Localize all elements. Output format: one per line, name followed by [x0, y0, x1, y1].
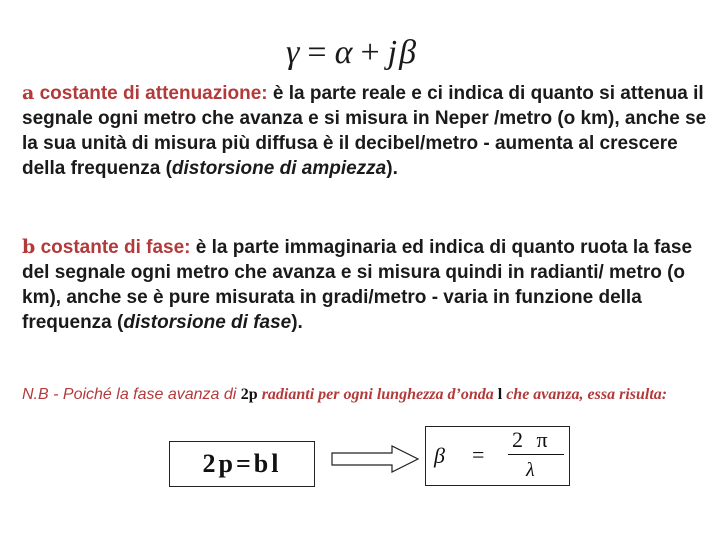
- note-paragraph: [22, 384, 712, 405]
- phase-title: costante di fase:: [40, 237, 191, 258]
- fraction-bar: [508, 454, 564, 455]
- note-lead: N.B - Poiché la fase avanza di: [22, 386, 241, 403]
- attenuation-paragraph: [22, 81, 712, 181]
- note-tail: che avanza, essa risulta:: [502, 386, 668, 403]
- phase-relation-text: 2p=bl: [202, 449, 282, 478]
- formula-gamma: γ: [286, 34, 302, 71]
- beta-formula-box: [425, 426, 570, 486]
- formula-plus: +: [360, 34, 382, 71]
- phase-body-b: ).: [291, 312, 303, 333]
- note-mid: radianti per ogni lunghezza d’onda: [257, 386, 498, 403]
- beta-symbol: β: [434, 443, 445, 468]
- phase-relation-box: [169, 441, 315, 487]
- phase-paragraph: [22, 235, 712, 335]
- note-two-p: 2p: [240, 386, 258, 403]
- phase-emphasis: distorsione di fase: [123, 312, 292, 333]
- beta-denominator: λ: [526, 459, 535, 481]
- beta-numerator: 2 π: [512, 427, 552, 452]
- attenuation-body-a: è la parte reale e ci indica di quanto si attenua il segnale ogni metro che avanza e si misura in Neper /metro (o km), anche se la sua unità di misura più diffusa è il decibel/metro - aumenta al crescere della frequenza (: [22, 83, 707, 179]
- attenuation-symbol: a: [22, 82, 35, 104]
- formula-equals: =: [307, 34, 329, 71]
- note-l: l: [497, 386, 503, 403]
- formula-j-beta: jβ: [387, 34, 419, 71]
- phase-body-a: è la parte immaginaria ed indica di quanto ruota la fase del segnale ogni metro che avanza e si misura quindi in radianti/ metro (o km), anche se è pure misurata in gradi/metro - varia in funzione della frequenza (: [22, 237, 693, 333]
- attenuation-title: costante di attenuazione:: [39, 83, 268, 104]
- beta-equals: =: [472, 442, 485, 467]
- phase-symbol: b: [22, 236, 36, 258]
- attenuation-body-b: ).: [386, 158, 398, 179]
- formula-alpha: α: [334, 34, 355, 71]
- attenuation-emphasis: distorsione di ampiezza: [171, 158, 387, 179]
- propagation-constant-formula: [286, 34, 418, 72]
- right-arrow-icon: [330, 445, 420, 473]
